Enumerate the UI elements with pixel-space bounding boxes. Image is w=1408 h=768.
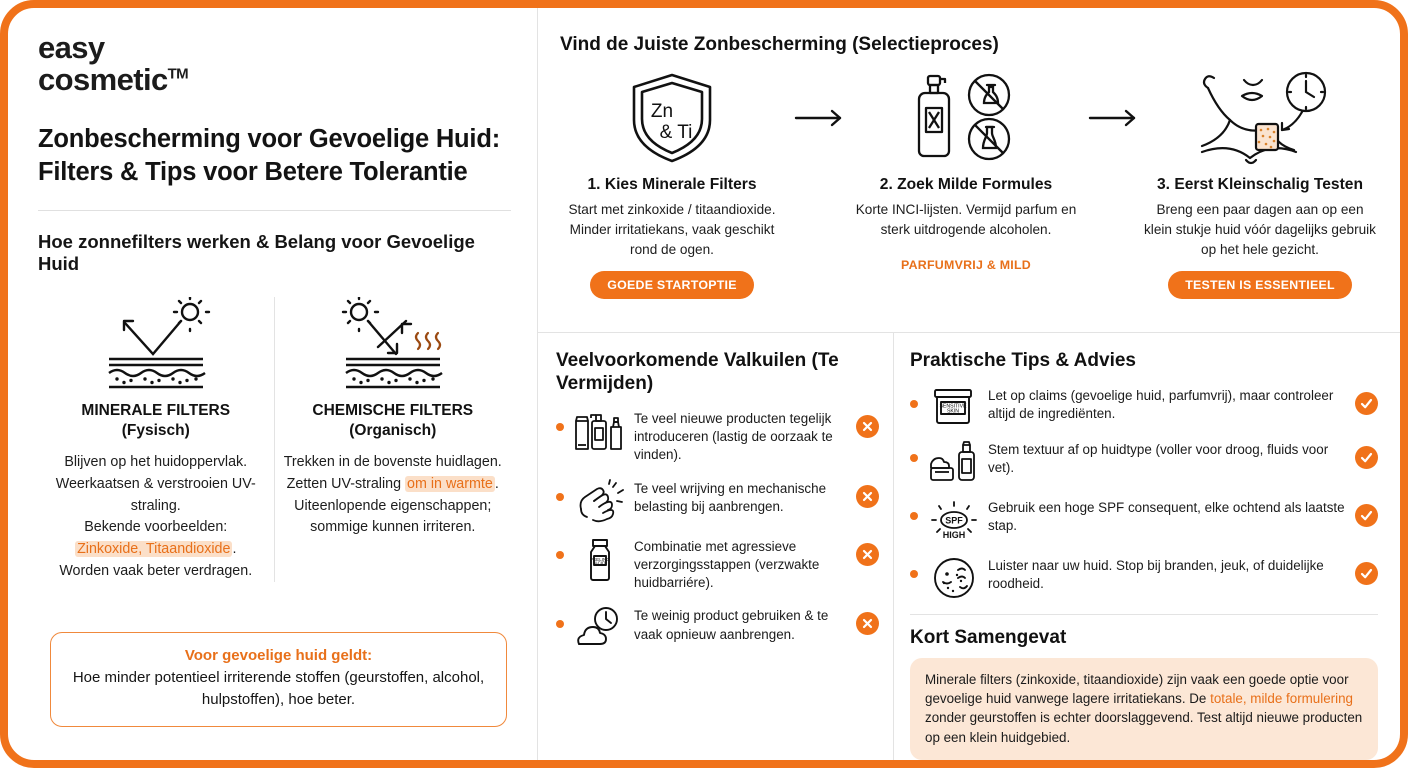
chemical-line-2-post: . — [494, 475, 499, 492]
irritated-face-icon — [926, 556, 982, 600]
pitfall-text: Te veel wrijving en mechanische belasting bij aanbrengen. — [634, 480, 827, 514]
bullet-icon — [910, 454, 918, 462]
sensitive-skin-jar-icon — [926, 386, 982, 426]
filter-comparison — [38, 297, 511, 582]
patch-test-neck-clock-icon — [1144, 70, 1376, 166]
step-3-title: 3. Eerst Kleinschalig Testen — [1157, 176, 1363, 193]
arrow-1-icon — [788, 70, 850, 166]
acid-bottle-label-top: PEELING — [590, 556, 610, 562]
cross-icon — [856, 415, 879, 438]
cross-icon — [856, 612, 879, 635]
chemical-line-4: sommige kunnen irriteren. — [310, 519, 476, 536]
check-icon — [1355, 392, 1378, 415]
mineral-line-3: Bekende voorbeelden: — [84, 519, 228, 536]
selection-process-section — [538, 8, 1400, 333]
spray-no-perfume-no-alcohol-icon — [850, 70, 1082, 166]
callout-body: Hoe minder potentieel irriterende stoffen (geurstoffen, alcohol, hulpstoffen), hoe beter. — [72, 669, 485, 708]
tip-item — [910, 386, 1378, 426]
jar-label-top: SENSITIVE — [939, 403, 967, 410]
bullet-icon — [910, 400, 918, 408]
pitfall-item — [556, 479, 879, 523]
step-3-badge: TESTEN IS ESSENTIEEL — [1168, 271, 1352, 299]
mineral-line-2: Weerkaatsen & verstrooien UV-straling. — [55, 475, 256, 514]
tip-text: Stem textuur af op huidtype (voller voor droog, fluids voor vet). — [988, 441, 1329, 476]
tips-title: Praktische Tips & Advies — [910, 349, 1136, 371]
summary-box — [910, 658, 1378, 760]
mineral-filter-title: MINERALE FILTERS — [81, 402, 231, 420]
bullet-icon — [556, 551, 564, 559]
chemical-filter-card — [275, 297, 512, 582]
tip-text: Let op claims (gevoelige huid, parfumvrij), maar controleer altijd de ingrediënten. — [988, 387, 1334, 422]
bullet-icon — [556, 620, 564, 628]
tip-item — [910, 556, 1378, 600]
right-column — [538, 8, 1400, 760]
chemical-line-2-pre: Zetten UV-straling — [286, 475, 406, 492]
shield-label-bottom: & Ti — [659, 122, 693, 143]
summary-highlight: totale, milde formulering — [1210, 691, 1354, 707]
selection-process-title: Vind de Juiste Zonbescherming (Selectieproces) — [560, 34, 999, 55]
brand-line-2: cosmetic — [38, 61, 168, 97]
mineral-filter-subtitle: (Fysisch) — [121, 422, 190, 440]
check-icon — [1355, 504, 1378, 527]
step-2-description: Korte INCI-lijsten. Vermijd parfum en sterk uitdrogende alcoholen. — [855, 202, 1077, 237]
step-1-badge: GOEDE STARTOPTIE — [590, 271, 754, 299]
rubbing-hands-icon — [572, 479, 628, 523]
mineral-filter-card: MINERALE FILTERS (Fysisch) Blijven op het huidoppervlak. Weerkaatsen & verstrooien UV-straling. Bekende voorbeelden: Zinkoxide, Titaandioxide . Worden vaak beter verdragen. — [38, 297, 275, 582]
pitfalls-section — [538, 333, 894, 760]
step-1-description: Start met zinkoxide / titaandioxide. Minder irritatiekans, vaak geschikt rond de ogen. — [568, 202, 776, 257]
sun-reflect-skin-icon — [44, 297, 268, 389]
bullet-icon — [556, 493, 564, 501]
mineral-line-1: Blijven op het huidoppervlak. — [64, 454, 248, 471]
pitfall-text: Te weinig product gebruiken & te vaak opnieuw aanbrengen. — [634, 608, 829, 642]
summary-post: zonder geurstoffen is echter doorslaggevend. Test altijd nieuwe producten op een klein huidgebied. — [925, 710, 1363, 745]
step-1-title: 1. Kies Minerale Filters — [587, 176, 757, 193]
pitfall-text: Combinatie met agressieve verzorgingsstappen (verzwakte huidbarriére). — [634, 538, 820, 591]
shield-zn-ti-icon — [556, 70, 788, 166]
chemical-highlight: om in warmte — [407, 475, 493, 492]
tip-item — [910, 440, 1378, 484]
jar-label-bottom: SKIN — [946, 408, 960, 415]
trademark-symbol: TM — [167, 65, 189, 83]
acid-bottle-icon — [572, 537, 628, 583]
step-2-title: 2. Zoek Milde Formules — [879, 176, 1053, 193]
shield-label-top: Zn — [650, 101, 674, 122]
step-3 — [1144, 70, 1376, 299]
tip-text: Gebruik een hoge SPF consequent, elke ochtend als laatste stap. — [988, 499, 1345, 534]
spf-label-top: SPF — [945, 515, 963, 526]
cream-dollop-clock-icon — [572, 606, 628, 650]
divider — [38, 210, 511, 211]
summary-title: Kort Samengevat — [910, 626, 1067, 648]
chemical-line-1: Trekken in de bovenste huidlagen. — [283, 454, 502, 471]
spf-high-sun-icon — [926, 498, 982, 542]
brand-line-1: easy — [38, 30, 105, 65]
callout-title: Voor gevoelige huid geldt: — [184, 647, 373, 665]
arrow-2-icon — [1082, 70, 1144, 166]
pitfall-item — [556, 409, 879, 465]
divider — [910, 614, 1378, 615]
sun-absorb-heat-skin-icon — [281, 297, 506, 389]
spf-label-bottom: HIGH — [942, 529, 966, 540]
sensitive-skin-callout — [50, 632, 507, 727]
mineral-highlight: Zinkoxide, Titaandioxide — [77, 541, 231, 557]
cross-icon — [856, 485, 879, 508]
check-icon — [1355, 562, 1378, 585]
left-column — [8, 8, 538, 760]
step-1 — [556, 70, 788, 299]
check-icon — [1355, 446, 1378, 469]
section-subtitle: Hoe zonnefilters werken & Belang voor Gevoelige Huid — [38, 231, 475, 275]
mineral-line-4: Worden vaak beter verdragen. — [59, 562, 253, 579]
step-2 — [850, 70, 1082, 279]
bullet-icon — [556, 423, 564, 431]
pitfall-item — [556, 606, 879, 650]
pitfall-text: Te veel nieuwe producten tegelijk introduceren (lastig de oorzaak te vinden). — [634, 410, 833, 463]
bullet-icon — [910, 570, 918, 578]
step-3-description: Breng een paar dagen aan op een klein stukje huid vóór dagelijks gebruik op het hele gezicht. — [1144, 202, 1376, 257]
bullet-icon — [910, 512, 918, 520]
page-title: Zonbescherming voor Gevoelige Huid: Filters & Tips voor Betere Tolerantie — [38, 125, 500, 186]
brand-logo — [38, 32, 511, 95]
cream-jar-and-tube-icon — [926, 440, 982, 484]
pitfalls-title: Veelvoorkomende Valkuilen (Te Vermijden) — [556, 349, 839, 394]
cross-icon — [856, 543, 879, 566]
chemical-filter-subtitle: (Organisch) — [349, 422, 437, 440]
tips-section — [894, 333, 1400, 760]
acid-bottle-label-bottom: ACID — [594, 560, 606, 566]
summary-pre: Minerale filters (zinkoxide, titaandioxide) zijn vaak een goede optie voor gevoelige huid vanwege lagere irritatiekans. De — [925, 671, 1349, 707]
chemical-line-3: Uiteenlopende eigenschappen; — [294, 497, 492, 514]
tip-item — [910, 498, 1378, 542]
chemical-filter-title: CHEMISCHE FILTERS — [312, 402, 474, 420]
tip-text: Luister naar uw huid. Stop bij branden, jeuk, of duidelijke roodheid. — [988, 557, 1324, 592]
three-products-icon — [572, 409, 628, 453]
step-2-badge: PARFUMVRIJ & MILD — [901, 257, 1031, 272]
pitfall-item — [556, 537, 879, 593]
